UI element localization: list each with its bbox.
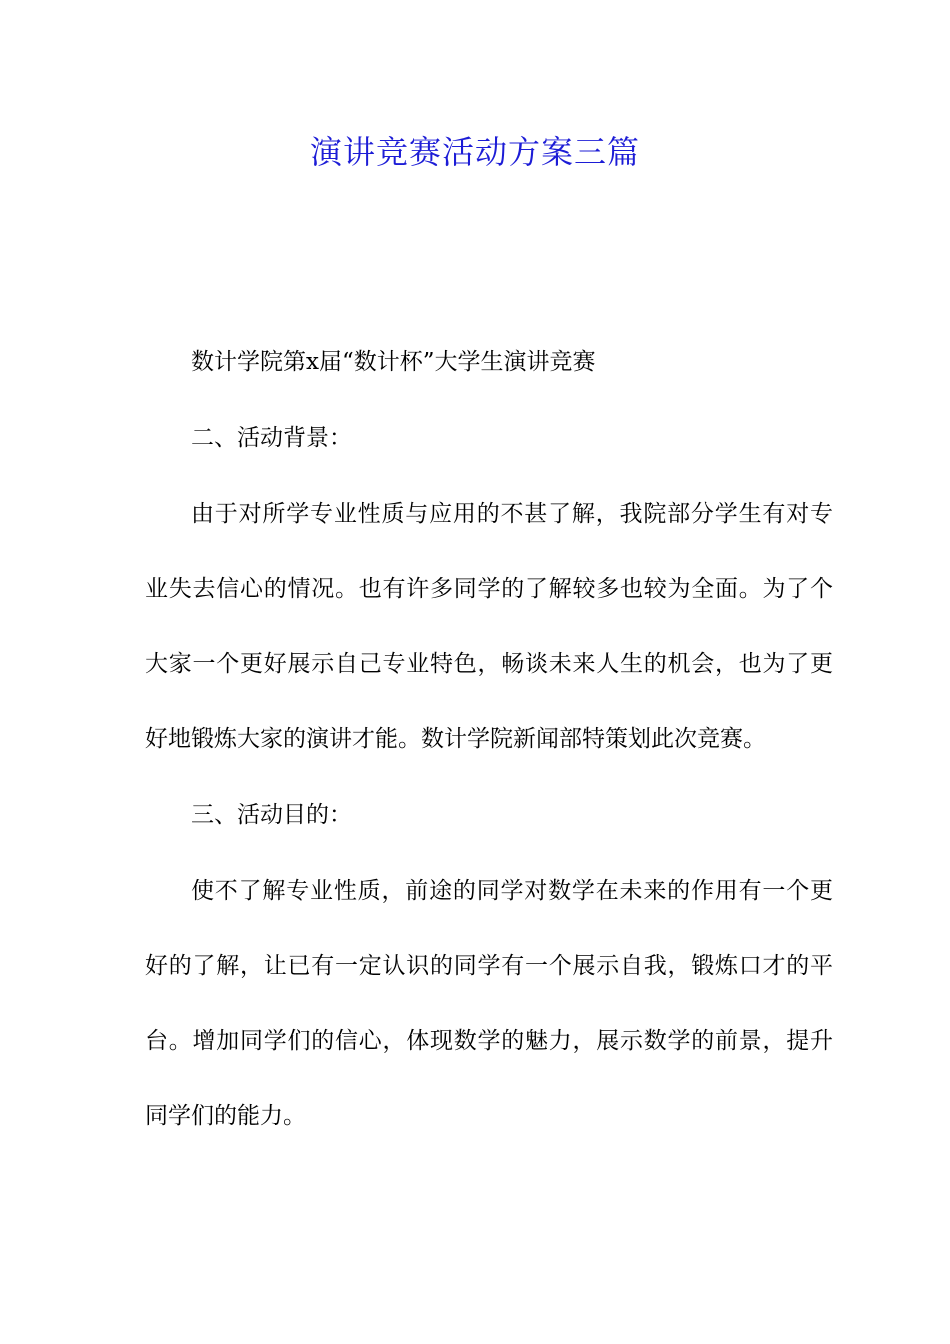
paragraph-background: 由于对所学专业性质与应用的不甚了解，我院部分学生有对专业失去信心的情况。也有许多同学的了解较多也较为全面。为了个大家一个更好展示自己专业特色，畅谈未来人生的机会，也为了更好地锻炼大家的演讲才能。数计学院新闻部特策划此次竞赛。 xyxy=(145,501,833,752)
heading-activity-background: 二、活动背景： xyxy=(191,425,352,451)
document-title: 演讲竞赛活动方案三篇 xyxy=(309,133,640,171)
heading-activity-purpose: 三、活动目的： xyxy=(191,802,352,828)
paragraph-purpose: 使不了解专业性质，前途的同学对数学在未来的作用有一个更好的了解，让已有一定认识的同学有一个展示自我，锻炼口才的平台。增加同学们的信心，体现数学的魅力，展示数学的前景，提升同学们的能力。 xyxy=(145,878,833,1129)
paragraph-event-name: 数计学院第x届“数计杯”大学生演讲竞赛 xyxy=(191,349,596,375)
document-body xyxy=(145,338,833,1168)
